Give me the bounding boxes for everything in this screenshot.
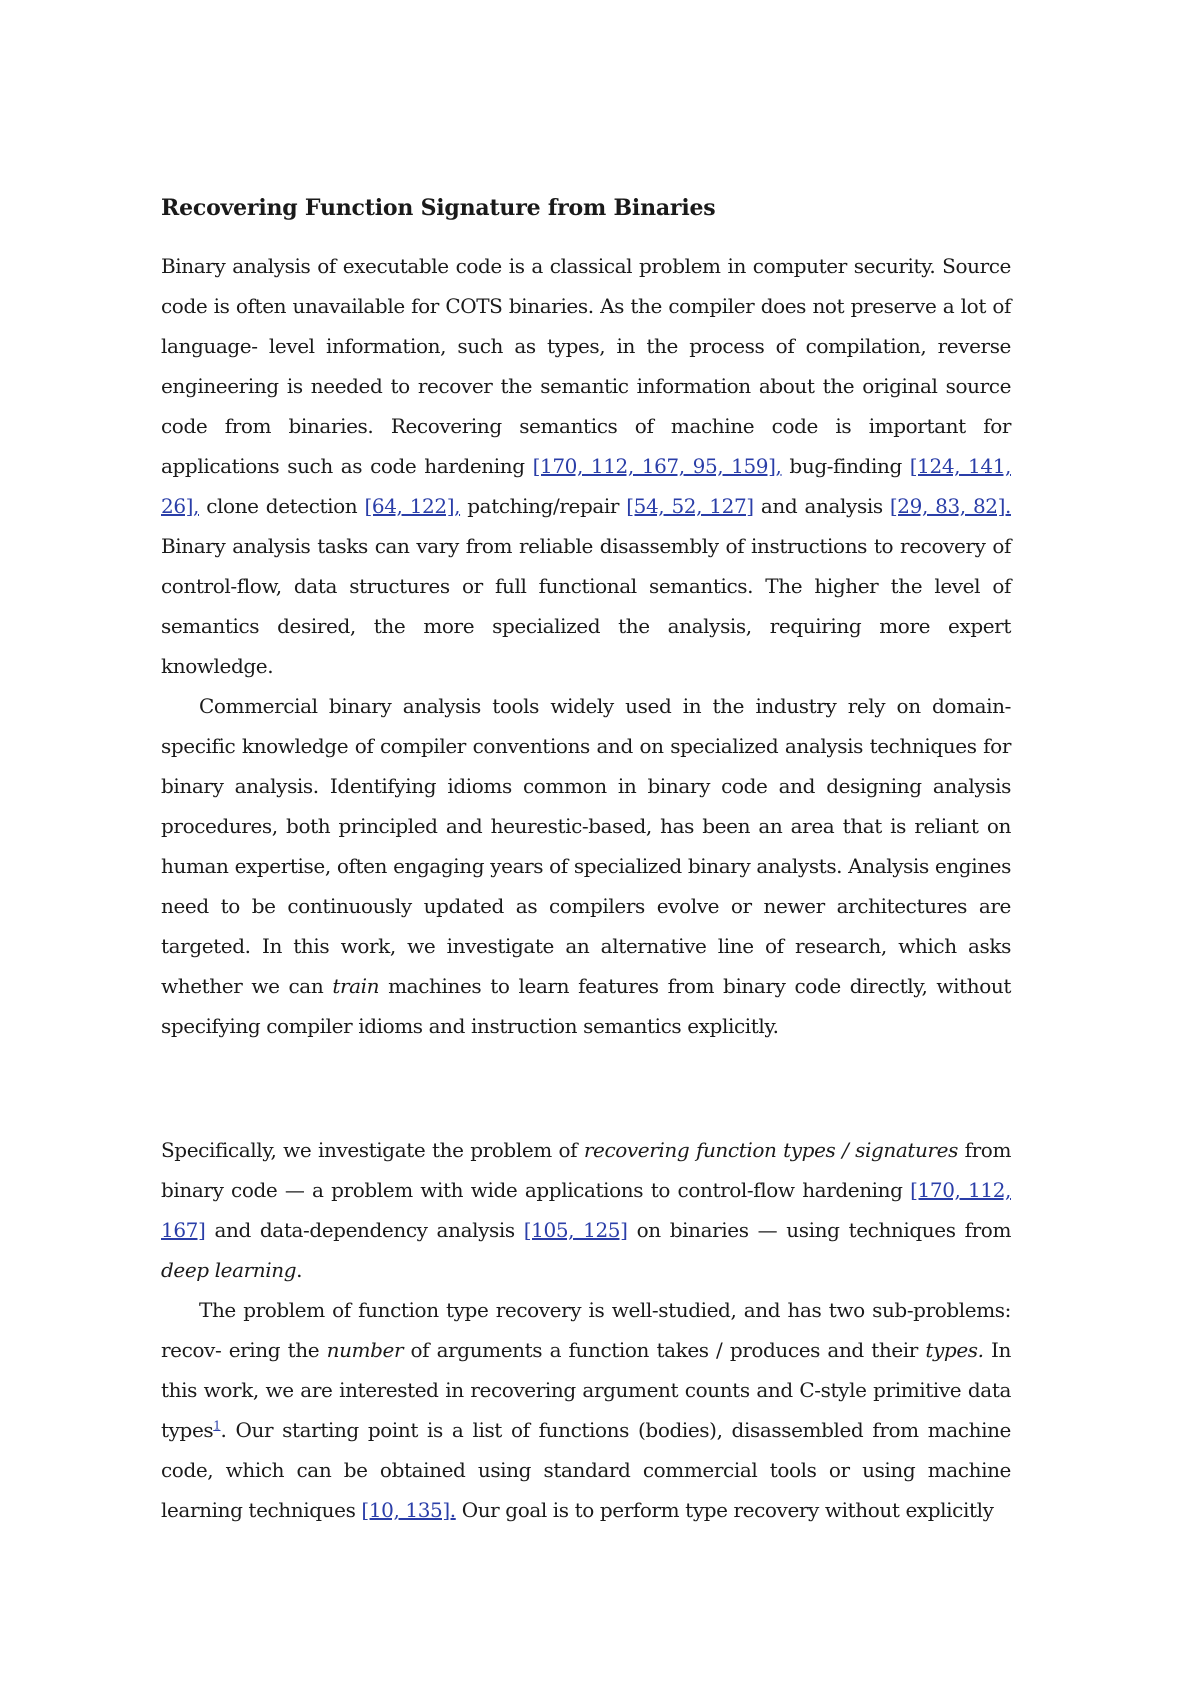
citation-link[interactable]: [124, 141, 26], <box>161 454 1011 518</box>
paragraph-gap <box>161 1046 1011 1130</box>
footnote-link[interactable]: 1 <box>213 1418 221 1433</box>
document-body <box>161 190 1011 1530</box>
paragraph-2 <box>161 686 1011 1046</box>
text-run: on binaries — using techniques from <box>627 1218 1012 1242</box>
text-run: bug-finding <box>781 454 910 478</box>
paragraph-4 <box>161 1290 1011 1530</box>
citation-link[interactable]: [54, 52, 127] <box>626 494 754 518</box>
text-run: and analysis <box>753 494 890 518</box>
emphasis: recovering function types / signatures <box>583 1138 958 1162</box>
text-run: In this work, we are interested in recovering argument counts and C-style primitive data types <box>161 1338 1011 1442</box>
text-run: The problem of function type recovery is well-studied, and has two sub-problems: recov- ering the <box>161 1298 1011 1362</box>
text-run: Binary analysis of executable code is a classical problem in computer security. Source code is often unavailable for COTS binaries. As the compiler does not preserve a lot of language- level information, such as types, in the process of compilation, reverse engineering is needed to recover the semantic information about the original source code from binaries. Recovering semantics of machine code is important for applications such as code hardening <box>161 254 1011 478</box>
citation-link[interactable]: [105, 125] <box>523 1218 628 1242</box>
text-run: of arguments a function takes / produces and their <box>403 1338 926 1362</box>
text-run: machines to learn features from binary code directly, without specifying compiler idioms and instruction semantics explicitly. <box>161 974 1011 1038</box>
section-title: Recovering Function Signature from Binaries <box>161 195 716 221</box>
citation-link[interactable]: [10, 135]. <box>361 1498 456 1522</box>
emphasis: types. <box>925 1338 984 1362</box>
text-run: from binary code — a problem with wide applications to control-flow hardening <box>161 1138 1012 1202</box>
text-run: and data-dependency analysis <box>205 1218 524 1242</box>
emphasis: train <box>332 974 380 998</box>
citation-link[interactable]: [170, 112, 167, 95, 159], <box>532 454 782 478</box>
emphasis: deep learning <box>161 1258 297 1282</box>
text-run: clone detection <box>199 494 365 518</box>
emphasis: number <box>326 1338 404 1362</box>
text-run: . Our starting point is a list of functions (bodies), disassembled from machine code, which can be obtained using standard commercial tools or using machine learning techniques <box>161 1418 1011 1522</box>
text-run: Commercial binary analysis tools widely used in the industry rely on domain-specific knowledge of compiler conventions and on specialized analysis techniques for binary analysis. Identifying idioms common in binary code and designing analysis procedures, both principled and heurestic-based, has been an area that is reliant on human expertise, often engaging years of specialized binary analysts. Analysis engines need to be continuously updated as compilers evolve or newer architectures are targeted. In this work, we investigate an alternative line of research, which asks whether we can <box>161 694 1011 998</box>
paragraph-1 <box>161 246 1011 686</box>
citation-link[interactable]: [170, 112, 167] <box>161 1178 1011 1242</box>
text-run: . <box>296 1258 303 1282</box>
text-run: Our goal is to perform type recovery without explicitly <box>455 1498 994 1522</box>
citation-link[interactable]: [64, 122], <box>364 494 461 518</box>
citation-link[interactable]: [29, 83, 82]. <box>889 494 1011 518</box>
text-run: Specifically, we investigate the problem of <box>161 1138 584 1162</box>
paragraph-3 <box>161 1130 1011 1290</box>
text-run: Binary analysis tasks can vary from reliable disassembly of instructions to recovery of control-flow, data structures or full functional semantics. The higher the level of semantics desired, the more specialized the analysis, requiring more expert knowledge. <box>161 534 1011 678</box>
text-run: patching/repair <box>460 494 627 518</box>
